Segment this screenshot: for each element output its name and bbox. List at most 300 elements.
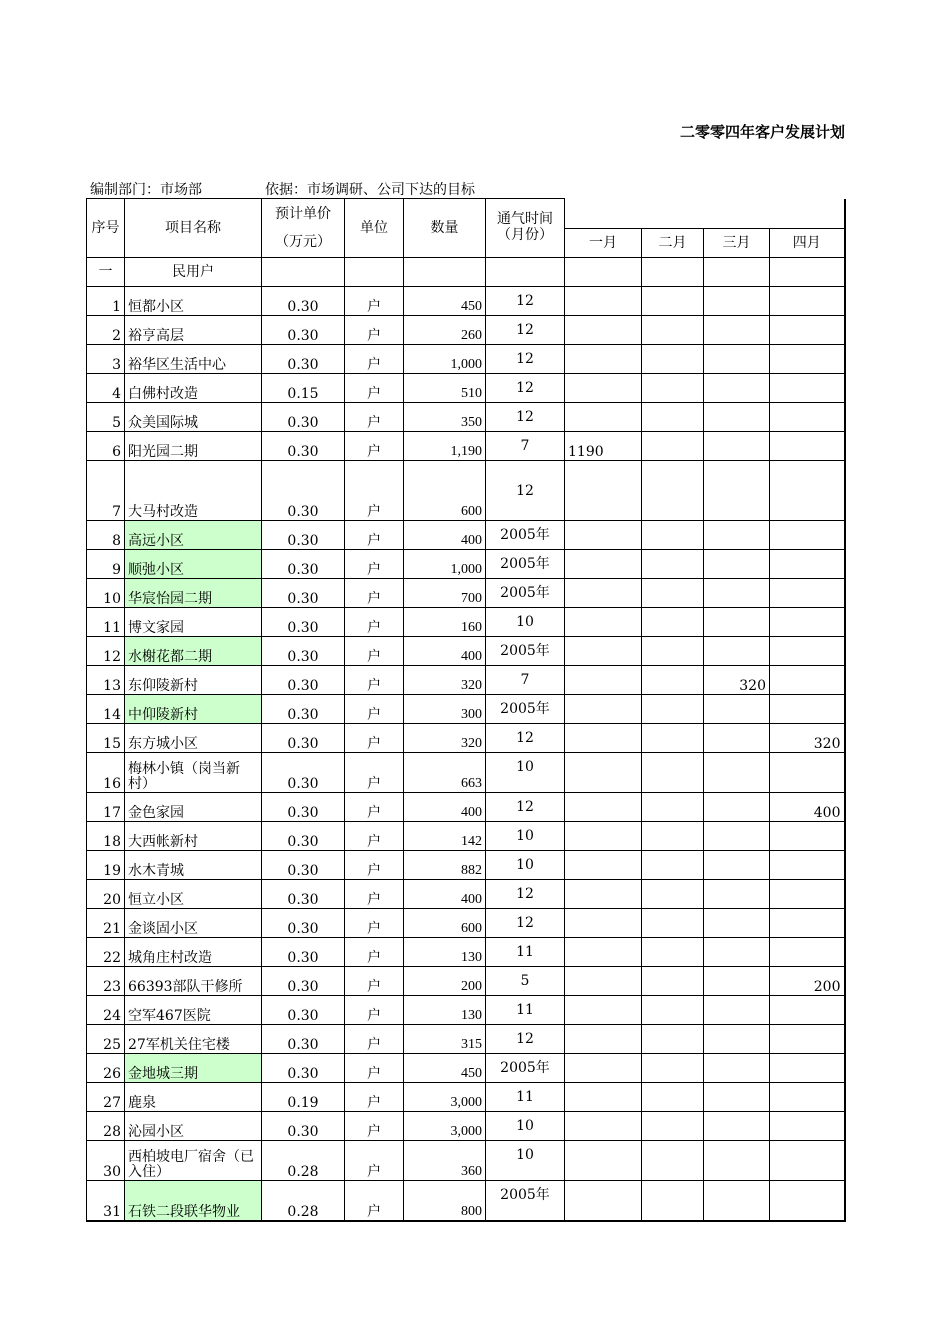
row-gas-time: 12 bbox=[486, 909, 565, 938]
row-project-name: 空军467医院 bbox=[125, 996, 262, 1025]
row-month-1 bbox=[565, 967, 642, 996]
table-row bbox=[87, 461, 845, 521]
row-project-name: 高远小区 bbox=[125, 521, 262, 550]
row-month-1 bbox=[565, 1141, 642, 1181]
table-row bbox=[87, 403, 845, 432]
table-row bbox=[87, 666, 845, 695]
row-quantity: 130 bbox=[404, 938, 486, 967]
row-gas-time: 2005年 bbox=[486, 1181, 565, 1221]
row-month-1 bbox=[565, 579, 642, 608]
table-row bbox=[87, 851, 845, 880]
table-row bbox=[87, 579, 845, 608]
row-gas-time: 2005年 bbox=[486, 637, 565, 666]
row-month-2 bbox=[642, 822, 704, 851]
row-month-4 bbox=[770, 345, 845, 374]
row-month-1 bbox=[565, 996, 642, 1025]
row-unit: 户 bbox=[345, 608, 404, 637]
row-index: 26 bbox=[87, 1054, 125, 1083]
row-month-1 bbox=[565, 724, 642, 753]
table-row bbox=[87, 1083, 845, 1112]
row-month-1 bbox=[565, 1112, 642, 1141]
row-quantity: 320 bbox=[404, 724, 486, 753]
table-row bbox=[87, 1025, 845, 1054]
row-quantity: 142 bbox=[404, 822, 486, 851]
row-project-name: 华宸怡园二期 bbox=[125, 579, 262, 608]
row-month-3 bbox=[704, 637, 770, 666]
row-month-2 bbox=[642, 579, 704, 608]
row-gas-time: 12 bbox=[486, 880, 565, 909]
row-unit: 户 bbox=[345, 753, 404, 793]
row-month-2 bbox=[642, 880, 704, 909]
row-month-3 bbox=[704, 345, 770, 374]
row-unit-price: 0.30 bbox=[262, 938, 345, 967]
row-unit: 户 bbox=[345, 1181, 404, 1221]
row-month-4 bbox=[770, 608, 845, 637]
row-quantity: 350 bbox=[404, 403, 486, 432]
table-row bbox=[87, 432, 845, 461]
row-month-2 bbox=[642, 851, 704, 880]
row-project-name: 裕华区生活中心 bbox=[125, 345, 262, 374]
row-month-1 bbox=[565, 1025, 642, 1054]
row-month-3 bbox=[704, 724, 770, 753]
row-gas-time: 11 bbox=[486, 996, 565, 1025]
row-unit-price: 0.30 bbox=[262, 432, 345, 461]
table-row bbox=[87, 521, 845, 550]
row-month-3 bbox=[704, 695, 770, 724]
row-project-name: 中仰陵新村 bbox=[125, 695, 262, 724]
row-unit-price: 0.30 bbox=[262, 316, 345, 345]
row-index: 10 bbox=[87, 579, 125, 608]
row-month-1 bbox=[565, 1181, 642, 1221]
row-project-name: 白佛村改造 bbox=[125, 374, 262, 403]
row-unit-price: 0.30 bbox=[262, 579, 345, 608]
row-unit-price: 0.30 bbox=[262, 345, 345, 374]
row-unit: 户 bbox=[345, 521, 404, 550]
row-month-1 bbox=[565, 753, 642, 793]
row-quantity: 600 bbox=[404, 461, 486, 521]
header-price: 预计单价 （万元） bbox=[262, 199, 345, 258]
row-project-name: 东方城小区 bbox=[125, 724, 262, 753]
row-quantity: 130 bbox=[404, 996, 486, 1025]
row-gas-time: 7 bbox=[486, 432, 565, 461]
row-unit: 户 bbox=[345, 666, 404, 695]
row-project-name: 金谈固小区 bbox=[125, 909, 262, 938]
row-month-2 bbox=[642, 403, 704, 432]
table-row bbox=[87, 724, 845, 753]
row-unit: 户 bbox=[345, 316, 404, 345]
row-month-3 bbox=[704, 1025, 770, 1054]
row-unit: 户 bbox=[345, 909, 404, 938]
row-unit-price: 0.28 bbox=[262, 1181, 345, 1221]
row-index: 21 bbox=[87, 909, 125, 938]
row-month-3 bbox=[704, 374, 770, 403]
row-month-2 bbox=[642, 996, 704, 1025]
row-month-2 bbox=[642, 637, 704, 666]
row-unit: 户 bbox=[345, 880, 404, 909]
row-index: 23 bbox=[87, 967, 125, 996]
department-label: 编制部门：市场部 bbox=[90, 182, 202, 198]
row-gas-time: 5 bbox=[486, 967, 565, 996]
row-gas-time: 10 bbox=[486, 851, 565, 880]
row-project-name: 博文家园 bbox=[125, 608, 262, 637]
row-unit-price: 0.15 bbox=[262, 374, 345, 403]
row-month-4 bbox=[770, 822, 845, 851]
row-month-3 bbox=[704, 579, 770, 608]
row-unit: 户 bbox=[345, 822, 404, 851]
row-unit: 户 bbox=[345, 1112, 404, 1141]
row-month-3 bbox=[704, 822, 770, 851]
row-month-4 bbox=[770, 1054, 845, 1083]
header-month-3: 三月 bbox=[704, 229, 770, 258]
row-project-name: 鹿泉 bbox=[125, 1083, 262, 1112]
row-gas-time: 12 bbox=[486, 345, 565, 374]
row-month-3 bbox=[704, 432, 770, 461]
row-quantity: 450 bbox=[404, 287, 486, 316]
row-unit: 户 bbox=[345, 345, 404, 374]
table-row bbox=[87, 822, 845, 851]
row-month-3 bbox=[704, 403, 770, 432]
row-quantity: 663 bbox=[404, 753, 486, 793]
row-month-3 bbox=[704, 608, 770, 637]
row-month-2 bbox=[642, 461, 704, 521]
row-month-1 bbox=[565, 666, 642, 695]
plan-table bbox=[86, 198, 846, 1222]
row-quantity: 160 bbox=[404, 608, 486, 637]
row-month-3 bbox=[704, 1054, 770, 1083]
row-index: 24 bbox=[87, 996, 125, 1025]
row-month-3 bbox=[704, 316, 770, 345]
row-project-name: 大西帐新村 bbox=[125, 822, 262, 851]
row-project-name: 阳光园二期 bbox=[125, 432, 262, 461]
row-unit-price: 0.30 bbox=[262, 1112, 345, 1141]
row-gas-time: 10 bbox=[486, 608, 565, 637]
row-index: 4 bbox=[87, 374, 125, 403]
row-quantity: 400 bbox=[404, 637, 486, 666]
row-month-1 bbox=[565, 403, 642, 432]
row-month-2 bbox=[642, 521, 704, 550]
section-row bbox=[87, 258, 845, 287]
row-unit-price: 0.30 bbox=[262, 1025, 345, 1054]
row-month-3 bbox=[704, 461, 770, 521]
row-month-4 bbox=[770, 695, 845, 724]
row-project-name: 大马村改造 bbox=[125, 461, 262, 521]
table-row bbox=[87, 1112, 845, 1141]
row-month-2 bbox=[642, 967, 704, 996]
header-time: 通气时间 （月份） bbox=[486, 199, 565, 258]
row-month-3 bbox=[704, 287, 770, 316]
header-qty: 数量 bbox=[404, 199, 486, 258]
row-month-4 bbox=[770, 403, 845, 432]
row-unit-price: 0.30 bbox=[262, 967, 345, 996]
row-month-2 bbox=[642, 1054, 704, 1083]
row-unit: 户 bbox=[345, 793, 404, 822]
row-gas-time: 10 bbox=[486, 1112, 565, 1141]
row-month-4: 320 bbox=[770, 724, 845, 753]
row-month-4 bbox=[770, 1083, 845, 1112]
row-quantity: 400 bbox=[404, 521, 486, 550]
table-row bbox=[87, 1054, 845, 1083]
row-month-3 bbox=[704, 1181, 770, 1221]
row-index: 2 bbox=[87, 316, 125, 345]
row-month-4 bbox=[770, 938, 845, 967]
row-gas-time: 10 bbox=[486, 753, 565, 793]
row-quantity: 260 bbox=[404, 316, 486, 345]
header-month-1: 一月 bbox=[565, 229, 642, 258]
row-index: 1 bbox=[87, 287, 125, 316]
row-project-name: 恒立小区 bbox=[125, 880, 262, 909]
row-quantity: 315 bbox=[404, 1025, 486, 1054]
row-project-name: 裕亨高层 bbox=[125, 316, 262, 345]
row-month-4 bbox=[770, 374, 845, 403]
row-month-2 bbox=[642, 909, 704, 938]
row-unit-price: 0.30 bbox=[262, 287, 345, 316]
row-month-1 bbox=[565, 909, 642, 938]
row-month-2 bbox=[642, 695, 704, 724]
table-row bbox=[87, 793, 845, 822]
row-month-4 bbox=[770, 666, 845, 695]
row-month-2 bbox=[642, 666, 704, 695]
row-month-1 bbox=[565, 880, 642, 909]
row-month-3 bbox=[704, 996, 770, 1025]
row-month-4 bbox=[770, 1181, 845, 1221]
row-unit-price: 0.30 bbox=[262, 461, 345, 521]
table-row bbox=[87, 316, 845, 345]
row-month-2 bbox=[642, 938, 704, 967]
row-month-1 bbox=[565, 608, 642, 637]
row-quantity: 600 bbox=[404, 909, 486, 938]
page-title: 二零零四年客户发展计划 bbox=[679, 123, 845, 141]
row-unit: 户 bbox=[345, 695, 404, 724]
row-month-4 bbox=[770, 851, 845, 880]
row-index: 16 bbox=[87, 753, 125, 793]
row-month-2 bbox=[642, 608, 704, 637]
row-gas-time: 12 bbox=[486, 724, 565, 753]
row-unit: 户 bbox=[345, 550, 404, 579]
header-month-2: 二月 bbox=[642, 229, 704, 258]
row-index: 15 bbox=[87, 724, 125, 753]
row-unit: 户 bbox=[345, 637, 404, 666]
row-month-2 bbox=[642, 316, 704, 345]
row-month-1 bbox=[565, 695, 642, 724]
row-quantity: 882 bbox=[404, 851, 486, 880]
table-row bbox=[87, 1181, 845, 1221]
row-index: 27 bbox=[87, 1083, 125, 1112]
row-project-name: 金地城三期 bbox=[125, 1054, 262, 1083]
table-row bbox=[87, 550, 845, 579]
row-month-3 bbox=[704, 1141, 770, 1181]
basis-label: 依据：市场调研、公司下达的目标 bbox=[265, 182, 475, 198]
row-index: 18 bbox=[87, 822, 125, 851]
row-unit: 户 bbox=[345, 938, 404, 967]
row-month-4 bbox=[770, 637, 845, 666]
row-month-3 bbox=[704, 521, 770, 550]
row-month-1 bbox=[565, 1083, 642, 1112]
row-unit: 户 bbox=[345, 851, 404, 880]
row-month-1 bbox=[565, 287, 642, 316]
row-month-1 bbox=[565, 374, 642, 403]
table-row bbox=[87, 637, 845, 666]
row-quantity: 400 bbox=[404, 793, 486, 822]
row-month-1: 1190 bbox=[565, 432, 642, 461]
row-unit-price: 0.30 bbox=[262, 724, 345, 753]
row-month-2 bbox=[642, 1083, 704, 1112]
row-gas-time: 10 bbox=[486, 822, 565, 851]
row-quantity: 320 bbox=[404, 666, 486, 695]
row-index: 13 bbox=[87, 666, 125, 695]
row-month-1 bbox=[565, 345, 642, 374]
row-index: 12 bbox=[87, 637, 125, 666]
row-month-3 bbox=[704, 550, 770, 579]
row-gas-time: 7 bbox=[486, 666, 565, 695]
row-month-4 bbox=[770, 316, 845, 345]
row-month-2 bbox=[642, 287, 704, 316]
row-month-2 bbox=[642, 793, 704, 822]
row-month-1 bbox=[565, 822, 642, 851]
table-row bbox=[87, 608, 845, 637]
row-gas-time: 11 bbox=[486, 1083, 565, 1112]
row-unit: 户 bbox=[345, 967, 404, 996]
row-unit-price: 0.30 bbox=[262, 793, 345, 822]
row-index: 5 bbox=[87, 403, 125, 432]
row-project-name: 东仰陵新村 bbox=[125, 666, 262, 695]
row-month-4 bbox=[770, 521, 845, 550]
row-unit-price: 0.30 bbox=[262, 851, 345, 880]
row-month-2 bbox=[642, 753, 704, 793]
row-month-4: 400 bbox=[770, 793, 845, 822]
row-month-2 bbox=[642, 550, 704, 579]
row-index: 8 bbox=[87, 521, 125, 550]
row-index: 11 bbox=[87, 608, 125, 637]
row-index: 7 bbox=[87, 461, 125, 521]
row-gas-time: 2005年 bbox=[486, 695, 565, 724]
row-month-2 bbox=[642, 374, 704, 403]
row-quantity: 510 bbox=[404, 374, 486, 403]
row-quantity: 450 bbox=[404, 1054, 486, 1083]
row-unit: 户 bbox=[345, 461, 404, 521]
row-unit-price: 0.30 bbox=[262, 666, 345, 695]
row-month-3 bbox=[704, 967, 770, 996]
row-unit-price: 0.30 bbox=[262, 880, 345, 909]
row-project-name: 恒都小区 bbox=[125, 287, 262, 316]
row-unit-price: 0.30 bbox=[262, 403, 345, 432]
row-month-3 bbox=[704, 1112, 770, 1141]
row-project-name: 水木青城 bbox=[125, 851, 262, 880]
row-index: 31 bbox=[87, 1181, 125, 1221]
table-row bbox=[87, 345, 845, 374]
header-months-group bbox=[565, 199, 845, 229]
header-seq: 序号 bbox=[87, 199, 125, 258]
row-unit: 户 bbox=[345, 996, 404, 1025]
row-gas-time: 12 bbox=[486, 374, 565, 403]
table-row bbox=[87, 996, 845, 1025]
header-name: 项目名称 bbox=[125, 199, 262, 258]
row-unit-price: 0.30 bbox=[262, 637, 345, 666]
row-unit: 户 bbox=[345, 432, 404, 461]
row-index: 6 bbox=[87, 432, 125, 461]
row-month-2 bbox=[642, 724, 704, 753]
row-month-1 bbox=[565, 793, 642, 822]
row-gas-time: 12 bbox=[486, 1025, 565, 1054]
row-gas-time: 2005年 bbox=[486, 1054, 565, 1083]
row-quantity: 800 bbox=[404, 1181, 486, 1221]
row-month-4 bbox=[770, 909, 845, 938]
table-row bbox=[87, 1141, 845, 1181]
row-quantity: 400 bbox=[404, 880, 486, 909]
row-gas-time: 11 bbox=[486, 938, 565, 967]
row-project-name: 石铁二段联华物业 bbox=[125, 1181, 262, 1221]
row-unit-price: 0.30 bbox=[262, 695, 345, 724]
row-month-4 bbox=[770, 1025, 845, 1054]
row-gas-time: 12 bbox=[486, 793, 565, 822]
row-gas-time: 2005年 bbox=[486, 550, 565, 579]
row-unit-price: 0.30 bbox=[262, 608, 345, 637]
row-month-4 bbox=[770, 880, 845, 909]
table-row bbox=[87, 967, 845, 996]
row-quantity: 3,000 bbox=[404, 1112, 486, 1141]
row-unit-price: 0.30 bbox=[262, 753, 345, 793]
row-index: 30 bbox=[87, 1141, 125, 1181]
row-month-3 bbox=[704, 851, 770, 880]
row-unit-price: 0.30 bbox=[262, 521, 345, 550]
row-quantity: 700 bbox=[404, 579, 486, 608]
row-month-4 bbox=[770, 579, 845, 608]
row-project-name: 27军机关住宅楼 bbox=[125, 1025, 262, 1054]
table-row bbox=[87, 938, 845, 967]
row-unit-price: 0.30 bbox=[262, 1054, 345, 1083]
row-month-3 bbox=[704, 909, 770, 938]
row-unit-price: 0.30 bbox=[262, 909, 345, 938]
row-index: 25 bbox=[87, 1025, 125, 1054]
row-project-name: 金色家园 bbox=[125, 793, 262, 822]
row-project-name: 沁园小区 bbox=[125, 1112, 262, 1141]
row-quantity: 200 bbox=[404, 967, 486, 996]
row-month-1 bbox=[565, 550, 642, 579]
row-quantity: 1,000 bbox=[404, 550, 486, 579]
row-month-2 bbox=[642, 1112, 704, 1141]
row-month-1 bbox=[565, 1054, 642, 1083]
row-month-4 bbox=[770, 287, 845, 316]
row-unit: 户 bbox=[345, 724, 404, 753]
section-name: 民用户 bbox=[125, 258, 262, 287]
row-project-name: 梅林小镇（岗当新村） bbox=[125, 753, 262, 793]
row-month-3: 320 bbox=[704, 666, 770, 695]
row-month-2 bbox=[642, 345, 704, 374]
row-month-4 bbox=[770, 432, 845, 461]
row-month-2 bbox=[642, 432, 704, 461]
row-month-3 bbox=[704, 1083, 770, 1112]
row-month-1 bbox=[565, 521, 642, 550]
row-index: 22 bbox=[87, 938, 125, 967]
row-index: 17 bbox=[87, 793, 125, 822]
header-unit: 单位 bbox=[345, 199, 404, 258]
table-row bbox=[87, 287, 845, 316]
row-unit-price: 0.19 bbox=[262, 1083, 345, 1112]
row-project-name: 水榭花都二期 bbox=[125, 637, 262, 666]
row-index: 19 bbox=[87, 851, 125, 880]
row-unit: 户 bbox=[345, 287, 404, 316]
row-index: 20 bbox=[87, 880, 125, 909]
table-row bbox=[87, 909, 845, 938]
row-quantity: 300 bbox=[404, 695, 486, 724]
row-index: 3 bbox=[87, 345, 125, 374]
row-quantity: 3,000 bbox=[404, 1083, 486, 1112]
table-row bbox=[87, 753, 845, 793]
row-quantity: 1,190 bbox=[404, 432, 486, 461]
row-month-4 bbox=[770, 461, 845, 521]
row-month-4 bbox=[770, 753, 845, 793]
row-month-2 bbox=[642, 1181, 704, 1221]
row-month-1 bbox=[565, 851, 642, 880]
